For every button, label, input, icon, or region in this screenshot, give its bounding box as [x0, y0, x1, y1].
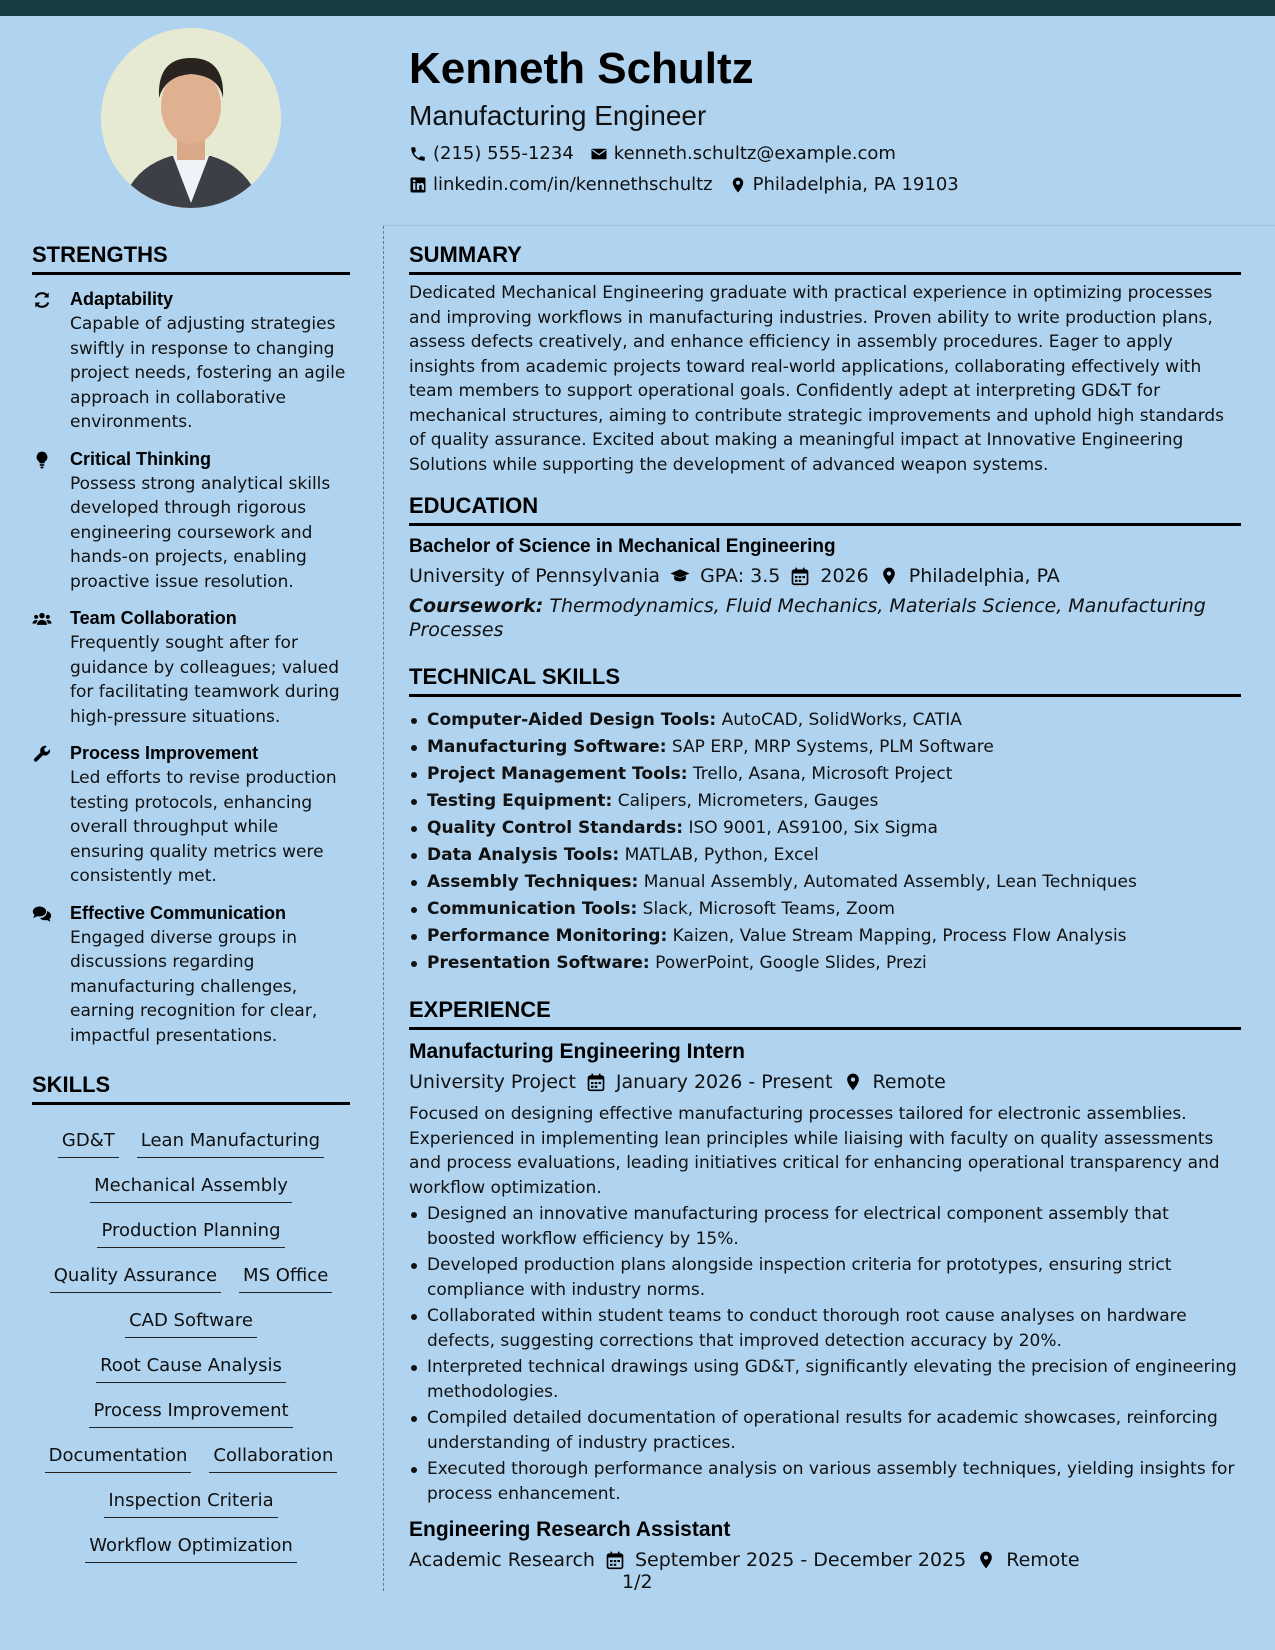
skill-chip: Quality Assurance: [50, 1263, 221, 1293]
technical-skills-heading: TECHNICAL SKILLS: [409, 662, 1241, 697]
skill-value: PowerPoint, Google Slides, Prezi: [655, 953, 927, 973]
job-location: Remote: [872, 1071, 946, 1093]
left-column: [32, 240, 350, 1563]
skill-row: [32, 1518, 350, 1563]
skill-chip: Root Cause Analysis: [96, 1353, 286, 1383]
job-org: University Project: [409, 1071, 576, 1093]
list-item: [409, 896, 1241, 923]
skill-row: [32, 1338, 350, 1383]
strength-item: [32, 606, 350, 729]
summary-text: Dedicated Mechanical Engineering graduate with practical experience in optimizing processes and improving workflows in manufacturing industries. Proven ability to write production plans, assess defects creatively, and enhance efficiency in assembly procedures. Eager to apply insights from academic projects toward real-world applications, collaborating effectively with team members to support operational goals. Confidently adept at interpreting GD&T for mechanical structures, aiming to contribute strategic improvements and uphold high standards of quality assurance. Excited about making a meaningful impact at Innovative Engineering Solutions while supporting the development of advanced weapon systems.: [409, 283, 1225, 475]
skill-label: Communication Tools:: [427, 899, 638, 919]
job-bullets: [409, 1202, 1241, 1506]
skill-row: [32, 1203, 350, 1248]
list-item: [409, 707, 1241, 734]
users-icon: [32, 609, 52, 629]
wrench-icon: [32, 744, 52, 764]
strength-desc: Engaged diverse groups in discussions regarding manufacturing challenges, earning recognition for clear, impactful presentations.: [70, 927, 318, 1046]
skill-label: Assembly Techniques:: [427, 872, 639, 892]
strength-item: [32, 287, 350, 435]
skill-chip: CAD Software: [125, 1308, 257, 1338]
contact-row-2: [409, 169, 1249, 200]
skill-row: [32, 1158, 350, 1203]
skill-label: Computer-Aided Design Tools:: [427, 710, 717, 730]
calendar-icon: [605, 1550, 625, 1570]
linkedin-text: linkedin.com/in/kennethschultz: [433, 174, 713, 195]
skill-row: [32, 1293, 350, 1338]
job-location: Remote: [1006, 1549, 1080, 1571]
skills-chips: [32, 1105, 350, 1563]
skill-label: Quality Control Standards:: [427, 818, 684, 838]
gpa-text: GPA: 3.5: [700, 565, 781, 587]
experience-section: [409, 995, 1241, 1576]
header-divider: [383, 225, 1275, 226]
list-item: [409, 869, 1241, 896]
skill-value: Slack, Microsoft Teams, Zoom: [642, 899, 895, 919]
experience-heading: EXPERIENCE: [409, 995, 1241, 1030]
skill-chip: Documentation: [45, 1443, 192, 1473]
graduation-year: 2026: [820, 565, 869, 587]
contact-row-1: [409, 138, 1249, 169]
skill-label: Data Analysis Tools:: [427, 845, 620, 865]
sync-icon: [32, 290, 52, 310]
strength-item: [32, 901, 350, 1049]
list-item: [409, 734, 1241, 761]
skill-row: [32, 1428, 350, 1473]
skill-label: Presentation Software:: [427, 953, 650, 973]
skill-value: AutoCAD, SolidWorks, CATIA: [721, 710, 962, 730]
job-meta: [409, 1066, 1241, 1098]
list-item: [409, 842, 1241, 869]
job-title: Manufacturing Engineering Intern: [409, 1040, 746, 1063]
skill-chip: Inspection Criteria: [104, 1488, 277, 1518]
list-item: Developed production plans alongside inspection criteria for prototypes, ensuring strict compliance with industry norms.: [409, 1253, 1241, 1302]
strength-name: Effective Communication: [70, 902, 287, 923]
map-marker-icon: [976, 1550, 996, 1570]
map-marker-icon: [843, 1072, 863, 1092]
profile-photo: [101, 28, 281, 208]
skill-label: Manufacturing Software:: [427, 737, 667, 757]
job-description: Focused on designing effective manufacturing processes tailored for electronic assemblies. Experienced in implementing lean principles while liaising with faculty on quality assessments and process evaluations, leading initiatives critical for enhancing operational transparency and workflow optimization.: [409, 1104, 1220, 1198]
strength-name: Adaptability: [70, 289, 174, 309]
education-meta: [409, 560, 1241, 592]
strength-name: Process Improvement: [70, 743, 259, 763]
skill-value: ISO 9001, AS9100, Six Sigma: [688, 818, 938, 838]
email-contact[interactable]: [590, 138, 896, 169]
skill-value: MATLAB, Python, Excel: [624, 845, 819, 865]
job-title: Engineering Research Assistant: [409, 1518, 731, 1541]
skill-value: SAP ERP, MRP Systems, PLM Software: [671, 737, 994, 757]
strengths-heading: STRENGTHS: [32, 240, 350, 275]
list-item: [409, 761, 1241, 788]
education-heading: EDUCATION: [409, 491, 1241, 526]
skill-value: Manual Assembly, Automated Assembly, Lean Techniques: [643, 872, 1137, 892]
skill-row: [32, 1248, 350, 1293]
skill-row: [32, 1113, 350, 1158]
list-item: [409, 923, 1241, 950]
page-number: 1/2: [622, 1571, 653, 1593]
coursework: [409, 594, 1241, 642]
graduation-cap-icon: [670, 566, 690, 586]
strength-item: [32, 741, 350, 889]
school-location: Philadelphia, PA: [908, 565, 1060, 587]
skill-row: [32, 1383, 350, 1428]
list-item: Executed thorough performance analysis on various assembly techniques, yielding insights for process enhancement.: [409, 1457, 1241, 1506]
strength-name: Critical Thinking: [70, 448, 212, 469]
list-item: Compiled detailed documentation of operational results for academic showcases, reinforcing understanding of industry practices.: [409, 1406, 1241, 1455]
technical-skills-section: [409, 662, 1241, 977]
email-text: kenneth.schultz@example.com: [613, 143, 896, 164]
degree-title: Bachelor of Science in Mechanical Engineering: [409, 536, 836, 557]
technical-skills-list: [409, 707, 1241, 977]
skill-chip: Process Improvement: [89, 1398, 292, 1428]
skill-label: Testing Equipment:: [427, 791, 613, 811]
list-item: [409, 950, 1241, 977]
linkedin-contact[interactable]: [409, 169, 713, 200]
linkedin-icon: [409, 176, 427, 194]
skill-label: Project Management Tools:: [427, 764, 688, 784]
skill-value: Kaizen, Value Stream Mapping, Process Flow Analysis: [672, 926, 1127, 946]
education-section: [409, 491, 1241, 642]
resume-header: [409, 40, 1249, 200]
right-column: [409, 240, 1241, 1576]
school-name: University of Pennsylvania: [409, 565, 661, 587]
calendar-icon: [586, 1072, 606, 1092]
job-meta: [409, 1544, 1241, 1576]
strength-name: Team Collaboration: [70, 608, 237, 628]
coursework-list: Thermodynamics, Fluid Mechanics, Materials Science, Manufacturing Processes: [409, 595, 1206, 641]
top-accent-bar: [0, 0, 1275, 16]
skill-chip: GD&T: [58, 1128, 119, 1158]
list-item: [409, 788, 1241, 815]
skills-heading: SKILLS: [32, 1070, 350, 1105]
location-text: Philadelphia, PA 19103: [752, 174, 959, 195]
list-item: [409, 815, 1241, 842]
skill-chip: Lean Manufacturing: [137, 1128, 324, 1158]
skill-row: [32, 1473, 350, 1518]
list-item: Interpreted technical drawings using GD&T, significantly elevating the precision of engineering methodologies.: [409, 1355, 1241, 1404]
map-marker-icon: [879, 566, 899, 586]
skill-value: Trello, Asana, Microsoft Project: [692, 764, 953, 784]
comments-icon: [32, 904, 52, 924]
lightbulb-icon: [32, 450, 52, 470]
skill-chip: Production Planning: [97, 1218, 284, 1248]
job-dates: January 2026 - Present: [615, 1071, 833, 1093]
skill-label: Performance Monitoring:: [427, 926, 668, 946]
strength-desc: Capable of adjusting strategies swiftly in response to changing project needs, fostering an agile approach in collaborative environments.: [70, 314, 346, 432]
skill-chip: Mechanical Assembly: [90, 1173, 292, 1203]
list-item: Designed an innovative manufacturing process for electrical component assembly that boosted workflow efficiency by 15%.: [409, 1202, 1241, 1251]
strength-item: [32, 447, 350, 595]
location-contact: [729, 169, 959, 200]
calendar-icon: [790, 566, 810, 586]
strength-desc: Possess strong analytical skills developed through rigorous engineering coursework and hands-on projects, enabling proactive issue resolution.: [70, 473, 331, 592]
skill-value: Calipers, Micrometers, Gauges: [617, 791, 879, 811]
skill-chip: Workflow Optimization: [85, 1533, 297, 1563]
strength-desc: Frequently sought after for guidance by colleagues; valued for facilitating teamwork during high-pressure situations.: [70, 633, 340, 727]
candidate-title: Manufacturing Engineer: [409, 100, 707, 131]
coursework-label: Coursework:: [409, 595, 544, 617]
envelope-icon: [590, 145, 608, 163]
summary-heading: SUMMARY: [409, 240, 1241, 275]
column-divider: [383, 226, 384, 1591]
phone-icon: [409, 145, 427, 163]
job-org: Academic Research: [409, 1549, 595, 1571]
phone-text: (215) 555-1234: [433, 143, 574, 164]
skill-chip: Collaboration: [209, 1443, 337, 1473]
phone-contact[interactable]: [409, 138, 574, 169]
map-marker-icon: [729, 176, 747, 194]
list-item: Collaborated within student teams to conduct thorough root cause analyses on hardware defects, suggesting corrections that improved detection accuracy by 20%.: [409, 1304, 1241, 1353]
candidate-name: Kenneth Schultz: [409, 44, 754, 93]
skill-chip: MS Office: [239, 1263, 332, 1293]
job-dates: September 2025 - December 2025: [634, 1549, 967, 1571]
strength-desc: Led efforts to revise production testing protocols, enhancing overall throughput while ensuring quality metrics were consistently met.: [70, 768, 337, 886]
